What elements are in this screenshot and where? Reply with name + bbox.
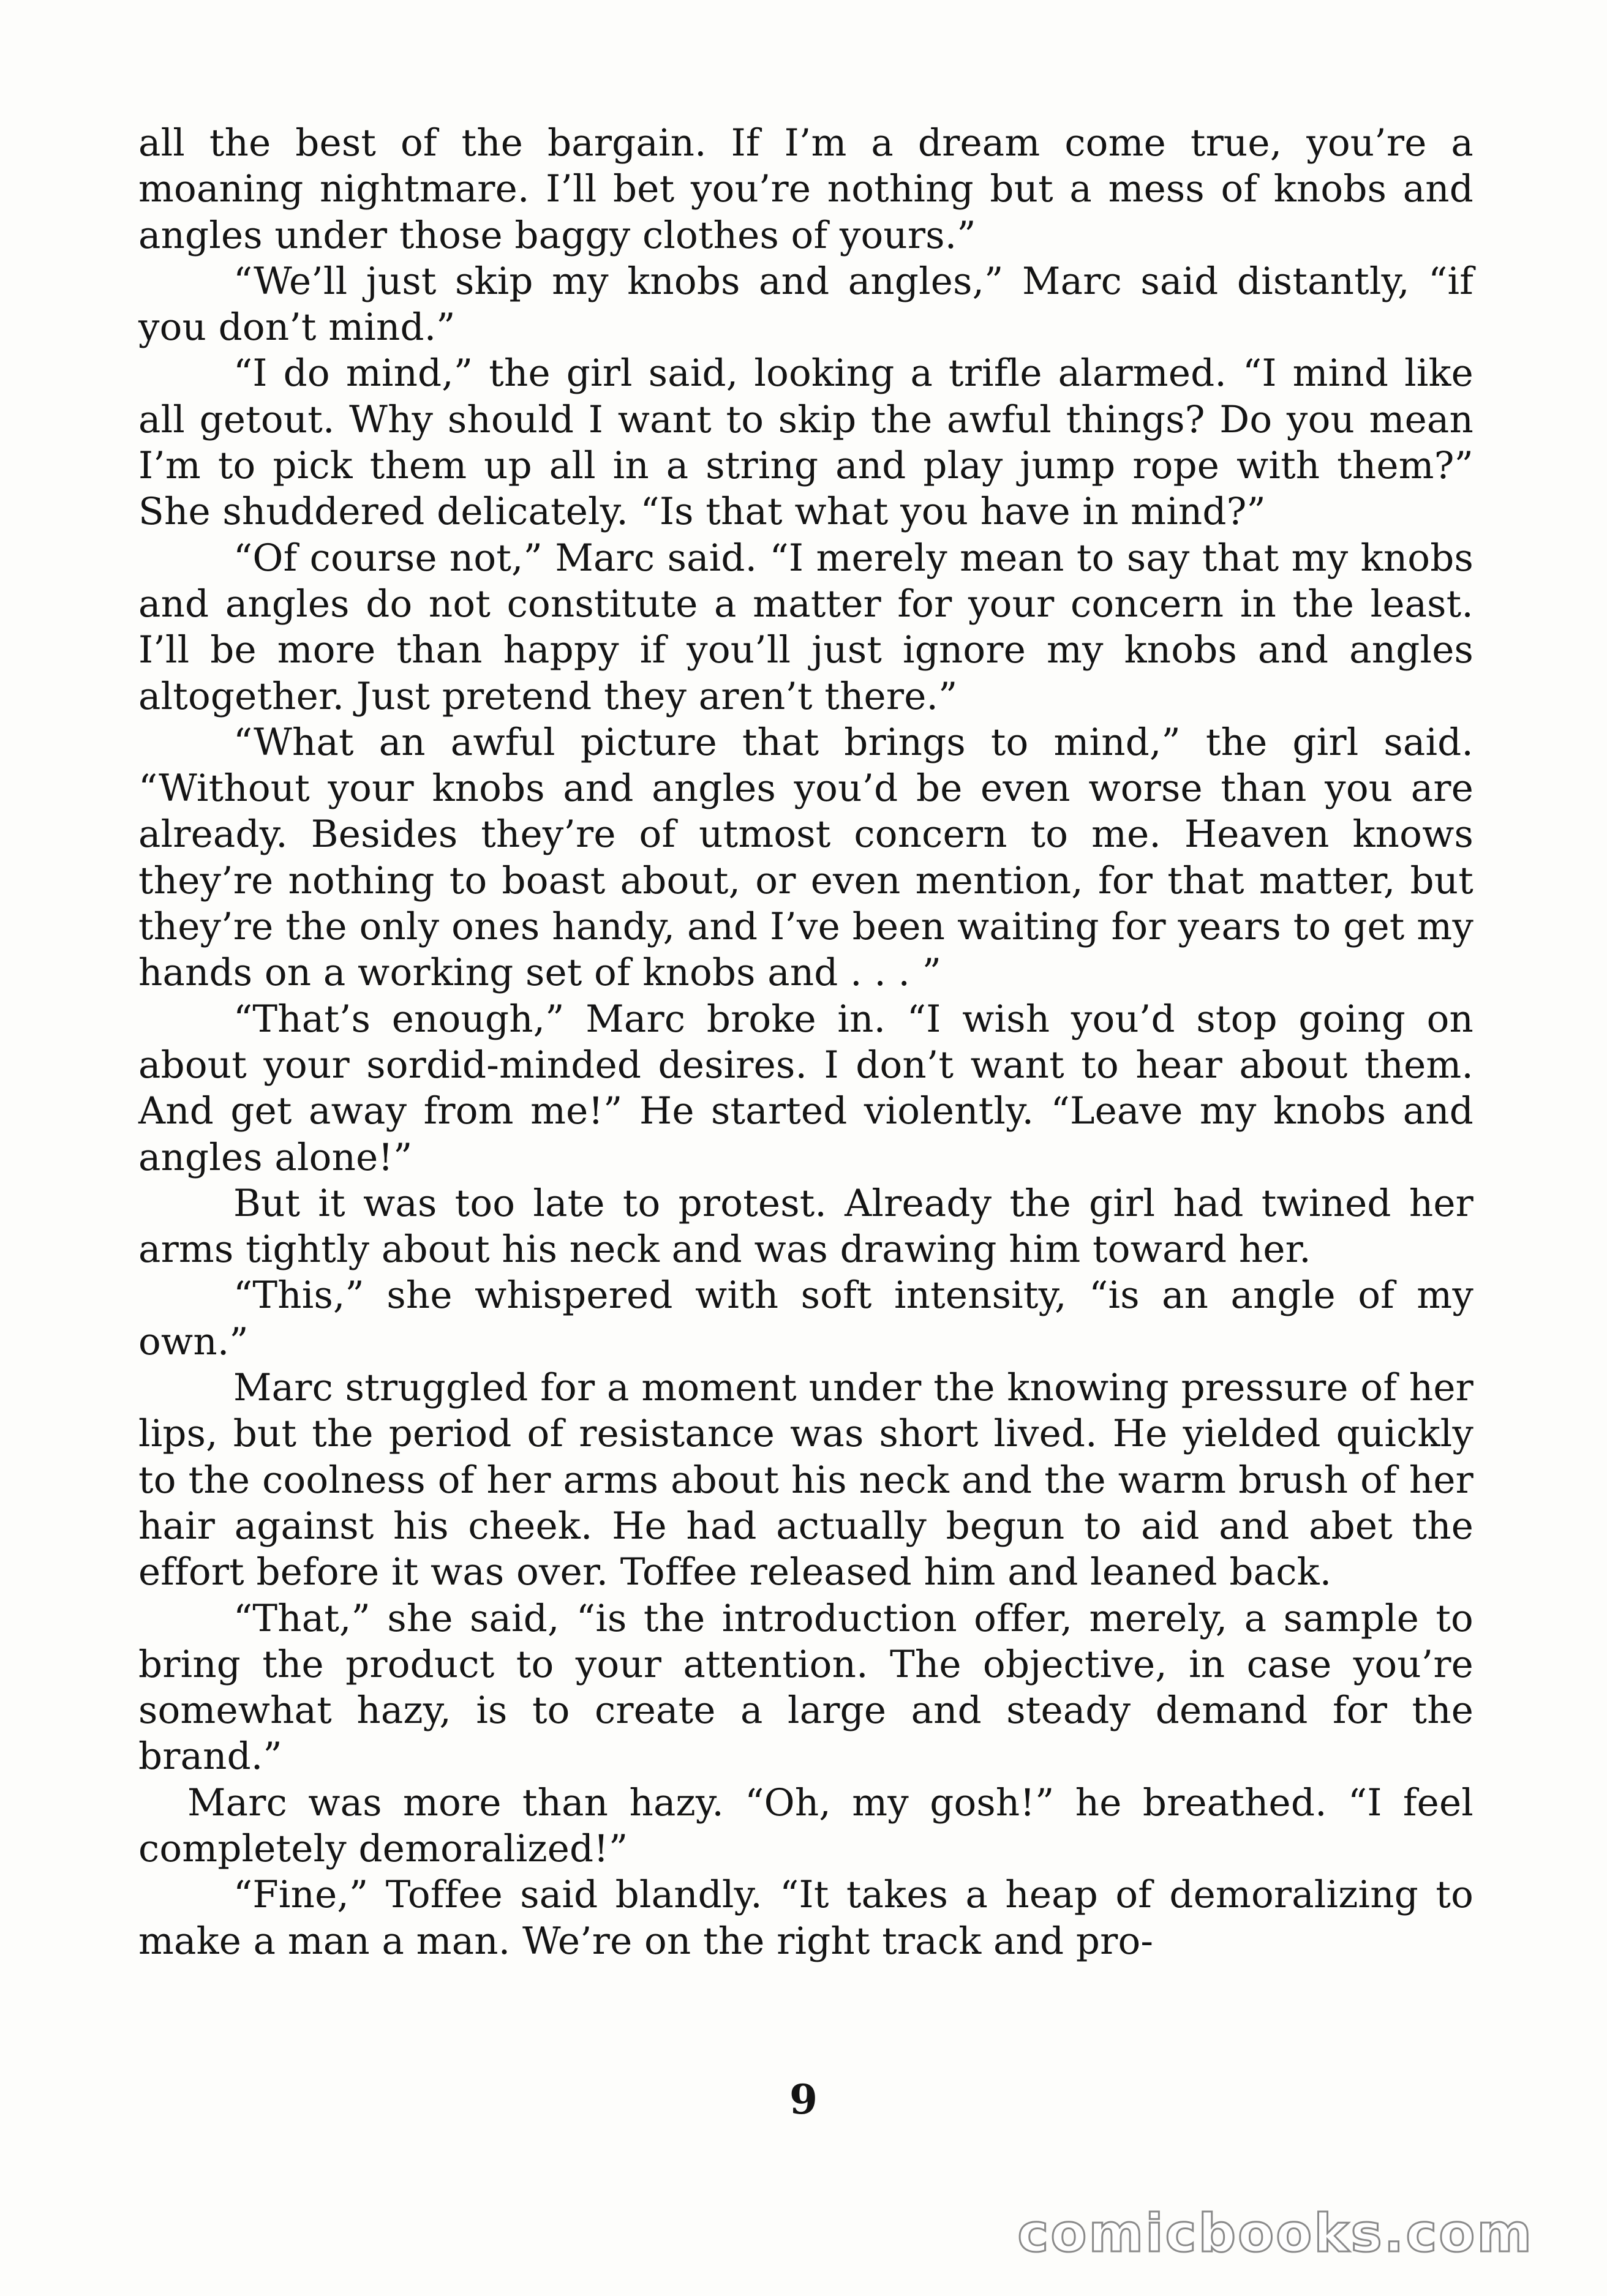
paragraph-12: “Fine,” Toffee said blandly. “It takes a heap of demoralizing to make a man a man. We’re on the right track and pro- (138, 1873, 1473, 1963)
body-text (138, 120, 1473, 1964)
page-number: 9 (789, 2076, 818, 2123)
paragraph-5: “What an awful picture that brings to mind,” the girl said. “Without your knobs and angles you’d be even worse than you are already. Besides they’re of utmost concern to me. Heaven knows they’re nothing to boast about, or even mention, for that matter, but they’re the only ones handy, and I’ve been waiting for years to get my hands on a working set of knobs and . . . ” (138, 720, 1473, 995)
paragraph-6: “That’s enough,” Marc broke in. “I wish you’d stop going on about your sordid-minded desires. I don’t want to hear about them. And get away from me!” He started violently. “Leave my knobs and angles alone!” (138, 997, 1473, 1179)
paragraph-10: “That,” she said, “is the introduction offer, merely, a sample to bring the product to your attention. The objective, in case you’re somewhat hazy, is to create a large and steady demand for the brand.” (138, 1596, 1473, 1779)
paragraph-3: “I do mind,” the girl said, looking a trifle alarmed. “I mind like all getout. Why should I want to skip the awful things? Do you mean I’m to pick them up all in a string and play jump rope with them?” She shuddered delicately. “Is that what you have in mind?” (138, 351, 1473, 534)
paragraph-2: “We’ll just skip my knobs and angles,” Marc said distantly, “if you don’t mind.” (138, 259, 1473, 350)
paragraph-9: Marc struggled for a moment under the knowing pressure of her lips, but the period of resistance was short lived. He yielded quickly to the coolness of her arms about his neck and the warm brush of her hair against his cheek. He had actually begun to aid and abet the effort before it was over. Toffee released him and leaned back. (138, 1366, 1473, 1594)
paragraph-11: Marc was more than hazy. “Oh, my gosh!” he breathed. “I feel completely demoralized!” (138, 1780, 1473, 1870)
paragraph-8: “This,” she whispered with soft intensity, “is an angle of my own.” (138, 1274, 1473, 1364)
paragraph-7: But it was too late to protest. Already the girl had twined her arms tightly about his neck and was drawing him toward her. (138, 1181, 1473, 1272)
paragraph-4: “Of course not,” Marc said. “I merely mean to say that my knobs and angles do not constitute a matter for your concern in the least. I’ll be more than happy if you’ll just ignore my knobs and angles altogether. Just pretend they aren’t there.” (138, 536, 1473, 718)
paragraph-1: all the best of the bargain. If I’m a dream come true, you’re a moaning nightmare. I’ll bet you’re nothing but a mess of knobs and angles under those baggy clothes of yours.” (138, 121, 1473, 257)
watermark-logo: comicbooks.com (1017, 2203, 1534, 2264)
